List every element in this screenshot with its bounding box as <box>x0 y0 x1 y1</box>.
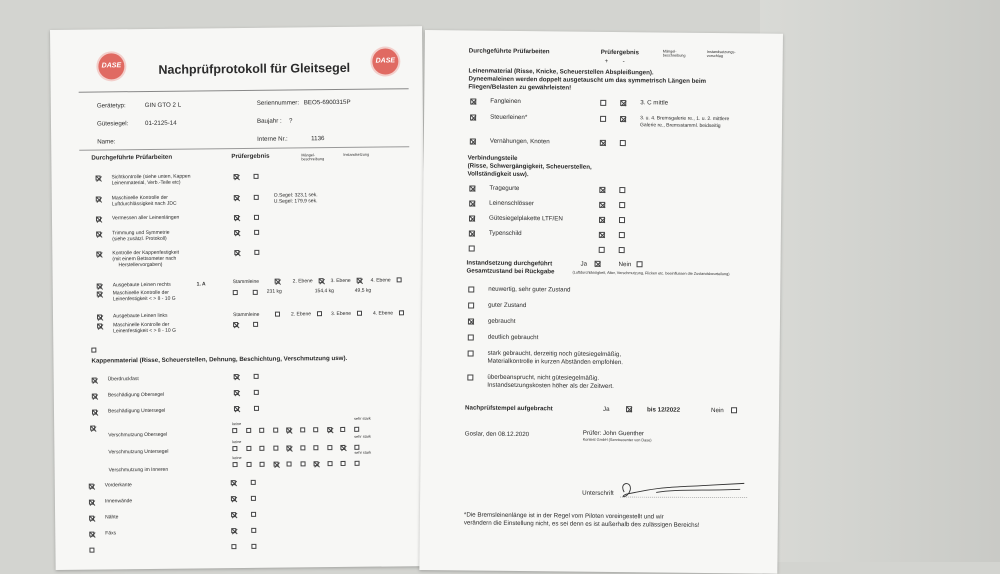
state-checkbox[interactable] <box>468 334 474 340</box>
dirt-level-checkbox[interactable] <box>354 445 359 450</box>
item-checkbox[interactable] <box>96 175 101 180</box>
dirt-level-checkbox[interactable] <box>259 428 264 433</box>
kg-checkbox[interactable] <box>233 322 238 327</box>
col-header: Mängel-beschreibung <box>301 153 325 162</box>
item-checkbox[interactable] <box>97 323 102 328</box>
dirt-level-checkbox[interactable] <box>314 461 319 466</box>
dirt-level-checkbox[interactable] <box>246 428 251 433</box>
field-label: Name: <box>97 138 116 146</box>
section-title: Kappenmaterial (Risse, Scheuerstellen, Dehnung, Beschichtung, Verschmutzung usw). <box>91 354 348 365</box>
state-label: gebraucht <box>487 317 516 325</box>
level-label: 3. Ebene <box>330 277 351 285</box>
scale-max: sehr stark <box>354 434 371 439</box>
item-label: Fäxs <box>105 530 117 537</box>
dirt-level-checkbox[interactable] <box>246 462 251 467</box>
field-value: GIN GTO 2 L <box>144 101 182 110</box>
level-label: 4. Ebene <box>370 277 391 284</box>
item-checkbox[interactable] <box>96 251 101 256</box>
state-label: Instandsetzungskosten höher als der Zeitwert. <box>487 381 614 390</box>
dirt-label: Verschmutzung Obersegel <box>108 431 168 439</box>
dirt-level-checkbox[interactable] <box>286 445 291 450</box>
item-label: Sichtkontrolle (siehe unten, Kappen <box>111 173 191 181</box>
dirt-level-checkbox[interactable] <box>354 461 359 466</box>
air-lower: U.Segel: 179,9 sek. <box>273 198 318 205</box>
level-checkbox[interactable] <box>275 279 280 284</box>
item-checkbox[interactable] <box>92 394 97 399</box>
item-checkbox[interactable] <box>469 245 475 251</box>
level-label: Stammleine <box>232 278 260 286</box>
result-bad-checkbox[interactable] <box>254 406 259 411</box>
stempel-label: Nachprüfstempel aufgebracht <box>465 404 553 413</box>
result-ok-checkbox[interactable] <box>231 544 236 549</box>
kg-value: 154,4 kg <box>314 288 334 295</box>
item-label: Vermessen aller Leinenlängen <box>111 214 180 222</box>
dirt-level-checkbox[interactable] <box>273 428 278 433</box>
item-checkbox[interactable] <box>96 231 101 236</box>
line-note: 3. C mittle <box>640 99 669 107</box>
level-checkbox[interactable] <box>275 312 280 317</box>
field-value: 1136 <box>311 135 325 143</box>
result-ok-checkbox[interactable] <box>231 512 236 517</box>
footnote: *Die Bremsleinenlänge ist in der Regel vom Piloten voreingestellt und wir <box>463 511 664 521</box>
col-minus: - <box>622 58 625 66</box>
item-label: Maschinelle Kontrolle der <box>111 194 168 202</box>
item-label: Fangleinen <box>490 97 521 106</box>
result-ok-checkbox[interactable] <box>231 496 236 501</box>
dirt-level-checkbox[interactable] <box>327 427 332 432</box>
item-checkbox[interactable] <box>97 291 102 296</box>
item-label: Steuerleinen* <box>490 113 528 122</box>
result-ok-checkbox[interactable] <box>234 390 239 395</box>
signature-label: Unterschrift <box>582 489 614 498</box>
kg-checkbox[interactable] <box>253 322 258 327</box>
field-label: Gütesiegel: <box>96 120 129 128</box>
dirt-level-checkbox[interactable] <box>273 462 278 467</box>
col-plus: + <box>604 57 609 65</box>
level-checkbox[interactable] <box>357 311 362 316</box>
intro-line: Fliegen/Belasten zu gewährleisten! <box>468 83 572 92</box>
inspector: Prüfer: John Guenther <box>582 429 645 438</box>
result-ok-checkbox[interactable] <box>234 174 239 179</box>
level-checkbox[interactable] <box>399 310 404 315</box>
result-ok-checkbox[interactable] <box>600 116 606 122</box>
item-checkbox[interactable] <box>92 410 97 415</box>
result-bad-checkbox[interactable] <box>254 390 259 395</box>
section-title: (Risse, Schwergängigkeit, Scheuerstellen, <box>467 162 592 171</box>
result-ok-checkbox[interactable] <box>234 406 239 411</box>
col-header: Prüfergebnis <box>600 48 639 57</box>
dirt-level-checkbox[interactable] <box>340 427 345 432</box>
dirt-level-checkbox[interactable] <box>260 462 265 467</box>
item-checkbox[interactable] <box>89 484 94 489</box>
instand-yes-checkbox[interactable] <box>595 261 601 267</box>
item-label: Herstellervorgaben) <box>118 261 163 269</box>
gesamt-label: Gesamtzustand bei Rückgabe <box>466 267 555 276</box>
dirt-level-checkbox[interactable] <box>300 461 305 466</box>
dirt-level-checkbox[interactable] <box>273 446 278 451</box>
level-checkbox[interactable] <box>319 278 324 283</box>
item-label: Typenschild <box>488 229 522 238</box>
result-ok-checkbox[interactable] <box>231 480 236 485</box>
kg-checkbox[interactable] <box>233 290 238 295</box>
level-label: Stammleine <box>232 311 260 319</box>
section-title: Verbindungsteile <box>467 154 518 162</box>
result-ok-checkbox[interactable] <box>234 250 239 255</box>
protocol-page-right <box>419 30 783 574</box>
kg-value: 231 kg <box>266 288 282 295</box>
dirt-level-checkbox[interactable] <box>300 427 305 432</box>
dirt-level-checkbox[interactable] <box>286 427 291 432</box>
no-label: Nein <box>618 261 632 269</box>
result-bad-checkbox[interactable] <box>251 496 256 501</box>
result-ok-checkbox[interactable] <box>599 202 605 208</box>
state-checkbox[interactable] <box>468 302 474 308</box>
state-label: neuwertig, sehr guter Zustand <box>488 285 571 294</box>
result-ok-checkbox[interactable] <box>599 187 605 193</box>
item-checkbox[interactable] <box>97 314 102 319</box>
item-label: Leinenfestigkeit < > 8 - 10 G <box>112 295 176 303</box>
no-label: Nein <box>710 407 724 415</box>
item-label: (siehe zusätzl. Protokoll) <box>112 235 167 243</box>
item-label: Leinenmaterial, Verb.-Teile etc) <box>111 179 181 187</box>
result-bad-checkbox[interactable] <box>254 195 259 200</box>
result-bad-checkbox[interactable] <box>251 544 256 549</box>
yes-label: Ja <box>603 405 610 413</box>
item-label: (mit einem Bettsometer nach <box>112 255 177 263</box>
scale-max: sehr stark <box>354 450 372 455</box>
protocol-page-left <box>50 26 428 570</box>
dirt-level-checkbox[interactable] <box>246 446 251 451</box>
dirt-level-checkbox[interactable] <box>340 445 345 450</box>
item-label: Vernähungen, Knoten <box>489 137 550 146</box>
item-checkbox[interactable] <box>89 516 94 521</box>
line-note: 3. u. 4. Bremsgalerie re., 1. u. 2. mittlere <box>640 115 730 123</box>
item-label: Leinenfestigkeit < > 8 - 10 G <box>113 327 177 335</box>
item-checkbox[interactable] <box>96 216 101 221</box>
level-label: 4. Ebene <box>372 310 394 317</box>
item-label: Leinenschlösser <box>489 199 534 208</box>
result-ok-checkbox[interactable] <box>599 247 605 253</box>
line-note: Galerie re., Bremsstamml. beidseitig <box>639 122 721 130</box>
result-bad-checkbox[interactable] <box>254 230 259 235</box>
level-checkbox[interactable] <box>397 277 402 282</box>
result-bad-checkbox[interactable] <box>254 174 259 179</box>
dirt-level-checkbox[interactable] <box>287 461 292 466</box>
item-checkbox[interactable] <box>469 215 475 221</box>
col-header: Durchgeführte Prüfarbeiten <box>468 47 550 56</box>
item-checkbox[interactable] <box>96 196 101 201</box>
item-checkbox[interactable] <box>92 378 97 383</box>
item-label: Luftdurchlässigkeit nach JDC <box>111 200 177 208</box>
scale-min: keine <box>232 456 242 461</box>
dase-logo-left: DASE <box>98 53 124 79</box>
col-header: Mängel-beschreibung <box>662 49 686 58</box>
item-label: Innenwände <box>104 498 133 505</box>
item-checkbox[interactable] <box>89 500 94 505</box>
result-ok-checkbox[interactable] <box>600 140 606 146</box>
intro-line: Dyneemaleinen werden doppelt ausgetauscht um das symmetrisch Längen beim <box>468 75 707 85</box>
field-label: Gerätetyp: <box>96 102 126 110</box>
item-checkbox[interactable] <box>469 185 475 191</box>
item-checkbox[interactable] <box>470 138 476 144</box>
field-value: 01-2125-14 <box>144 119 177 128</box>
dirt-level-checkbox[interactable] <box>341 461 346 466</box>
state-checkbox[interactable] <box>467 374 473 380</box>
result-ok-checkbox[interactable] <box>234 230 239 235</box>
result-bad-checkbox[interactable] <box>254 250 259 255</box>
dirt-level-checkbox[interactable] <box>327 445 332 450</box>
item-checkbox[interactable] <box>470 114 476 120</box>
result-bad-checkbox[interactable] <box>619 232 625 238</box>
field-value: BEO5-6900315P <box>303 98 351 107</box>
gesamt-note: (Luftdurchlässigkeit, Alter, Verschmutzung, Flicken etc. beeinflussen die Zustandsbeurteilung) <box>572 270 730 277</box>
intro-line: Leinenmaterial (Risse, Knicke, Scheuerstellen Abspleißungen). <box>468 67 654 77</box>
item-checkbox[interactable] <box>89 548 94 553</box>
result-ok-checkbox[interactable] <box>234 215 239 220</box>
dirt-scale <box>232 426 402 436</box>
state-label: stark gebraucht, derzeitig noch gütesiegelmäßig, <box>487 349 622 359</box>
item-checkbox[interactable] <box>97 283 102 288</box>
col-header: Prüfergebnis <box>231 152 270 161</box>
dirt-label: Verschmutzung im Inneren <box>108 466 169 474</box>
item-checkbox[interactable] <box>90 426 95 431</box>
dirt-scale <box>233 460 403 470</box>
state-label: deutlich gebraucht <box>487 333 539 342</box>
item-label: Überdruckfast <box>107 376 139 383</box>
result-bad-checkbox[interactable] <box>620 100 626 106</box>
result-bad-checkbox[interactable] <box>254 215 259 220</box>
result-bad-checkbox[interactable] <box>619 187 625 193</box>
company: Kontest GmbH (Servicecenter von Dase) <box>582 437 652 443</box>
item-checkbox[interactable] <box>469 200 475 206</box>
page-title: Nachprüfprotokoll für Gleitsegel <box>158 60 351 77</box>
dirt-label: Verschmutzung Untersegel <box>108 448 169 456</box>
result-ok-checkbox[interactable] <box>599 217 605 223</box>
item-label: Beschädigung Untersegel <box>107 407 166 415</box>
item-label: Nähte <box>105 514 119 521</box>
item-label: Kontrolle der Kappenfestigkeit <box>112 249 180 257</box>
dirt-level-checkbox[interactable] <box>313 427 318 432</box>
result-ok-checkbox[interactable] <box>234 374 239 379</box>
dirt-level-checkbox[interactable] <box>232 446 237 451</box>
state-label: überbeansprucht, nicht gütesiegelmäßig. <box>487 373 600 382</box>
result-bad-checkbox[interactable] <box>251 480 256 485</box>
level-checkbox[interactable] <box>317 311 322 316</box>
stempel-until: bis 12/2022 <box>646 406 681 414</box>
item-label: Ausgebaute Leinen links <box>112 312 168 320</box>
result-bad-checkbox[interactable] <box>251 528 256 533</box>
result-bad-checkbox[interactable] <box>619 202 625 208</box>
result-ok-checkbox[interactable] <box>231 528 236 533</box>
divider <box>79 146 409 150</box>
field-value: ? <box>288 117 293 125</box>
item-label: Maschinelle Kontrolle der <box>112 289 169 297</box>
place-date: Goslar, den 08.12.2020 <box>464 430 530 439</box>
dase-logo-right: DASE <box>372 48 398 74</box>
dirt-level-checkbox[interactable] <box>313 445 318 450</box>
state-label: Materialkontrolle in kurzen Abständen empfohlen. <box>487 357 624 367</box>
dirt-scale <box>232 444 402 454</box>
item-label: Trimmung und Symmetrie <box>112 229 170 237</box>
dirt-level-checkbox[interactable] <box>233 462 238 467</box>
air-upper: O.Segel: 323,1 sek. <box>273 192 318 199</box>
item-label: Maschinelle Kontrolle der <box>113 321 170 329</box>
col-header: Instandsetzungs-vorschlag <box>706 49 736 59</box>
item-checkbox[interactable] <box>470 98 476 104</box>
result-bad-checkbox[interactable] <box>251 512 256 517</box>
section-title: Vollständigkeit usw). <box>467 170 529 179</box>
state-checkbox[interactable] <box>468 286 474 292</box>
state-checkbox[interactable] <box>468 318 474 324</box>
item-checkbox[interactable] <box>469 230 475 236</box>
field-label: Baujahr : <box>256 117 282 125</box>
instand-label: Instandsetzung durchgeführt <box>466 259 553 268</box>
level-label: 2. Ebene <box>290 311 312 318</box>
scale-max: sehr stark <box>354 416 371 421</box>
item-label: Gütesiegelplakette LTF/EN <box>488 214 563 223</box>
result-bad-checkbox[interactable] <box>254 374 259 379</box>
field-label: Interne Nr.: <box>257 135 288 143</box>
result-bad-checkbox[interactable] <box>620 140 626 146</box>
state-checkbox[interactable] <box>468 350 474 356</box>
scale-min: keine <box>232 440 242 445</box>
item-label: Ausgebaute Leinen rechts <box>112 281 171 289</box>
col-header: Durchgeführte Prüfarbeiten <box>91 153 173 162</box>
scale-min: keine <box>232 422 242 427</box>
kg-checkbox[interactable] <box>253 290 258 295</box>
result-ok-checkbox[interactable] <box>599 232 605 238</box>
item-label: Beschädigung Obersegel <box>107 391 165 399</box>
yes-label: Ja <box>580 260 588 268</box>
dirt-level-checkbox[interactable] <box>354 427 359 432</box>
background-table <box>760 0 1000 562</box>
line-id: 1. A <box>196 281 206 288</box>
item-checkbox[interactable] <box>89 532 94 537</box>
kg-value: 49,5 kg <box>354 287 372 294</box>
handwritten-signature <box>616 478 756 503</box>
footnote: verändern die Einstellung nicht, es sei denn es ist außerhalb des zulässigen Bereichs! <box>463 519 700 529</box>
stempel-no-checkbox[interactable] <box>731 407 737 413</box>
col-header: Instandsetzung <box>343 152 370 157</box>
dirt-level-checkbox[interactable] <box>327 461 332 466</box>
instand-no-checkbox[interactable] <box>637 261 643 267</box>
level-checkbox[interactable] <box>357 278 362 283</box>
item-checkbox[interactable] <box>91 348 96 353</box>
level-label: 3. Ebene <box>330 310 352 318</box>
result-ok-checkbox[interactable] <box>600 100 606 106</box>
dirt-level-checkbox[interactable] <box>300 445 305 450</box>
item-label: Vorderkante <box>104 482 132 489</box>
state-label: guter Zustand <box>488 301 527 310</box>
dirt-level-checkbox[interactable] <box>259 446 264 451</box>
field-label: Seriennummer: <box>256 99 300 107</box>
item-label: Tragegurte <box>489 184 520 192</box>
divider <box>79 88 409 92</box>
dirt-level-checkbox[interactable] <box>232 428 237 433</box>
result-bad-checkbox[interactable] <box>619 247 625 253</box>
result-bad-checkbox[interactable] <box>619 217 625 223</box>
result-ok-checkbox[interactable] <box>234 195 239 200</box>
result-bad-checkbox[interactable] <box>620 116 626 122</box>
stempel-yes-checkbox[interactable] <box>626 406 632 412</box>
level-label: 2. Ebene <box>292 278 313 285</box>
